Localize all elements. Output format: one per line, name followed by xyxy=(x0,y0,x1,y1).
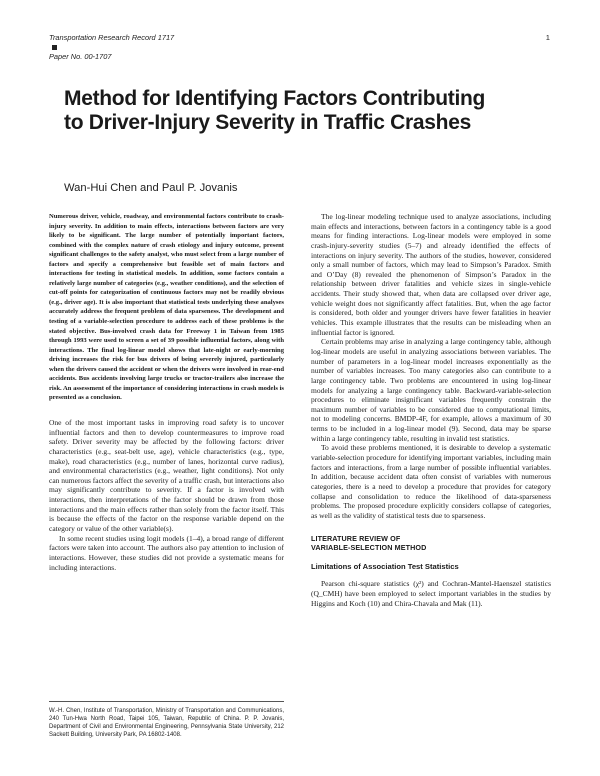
body-paragraph: Pearson chi-square statistics (χ²) and Cochran-Mantel-Haenszel statistics (Q_CMH) have been employed to select important variables in the studies by Higgins and Koch (10) and Chira-Chavala and Mak (11). xyxy=(311,579,551,608)
introduction xyxy=(49,418,284,572)
right-column xyxy=(311,212,551,608)
author-affiliations-footnote xyxy=(49,701,284,739)
body-paragraph: Certain problems may arise in analyzing a large contingency table, although log-linear models are useful in analyzing associations between variables. The number of parameters in a log-linear model increases exponentially as the number of variables increases. Too many categories also can contribute to a large contingency table. Two problems are encountered in using log-linear models for analyzing a large contingency table. Backward-variable-selection procedures to eliminate insignificant variables frequently constrain the maximum number of variables to be considered due to computational limits, not to modeling concerns. BMDP-4F, for example, allows a maximum of 30 terms to be included in a log-linear model (9). Second, data may be sparse within a large contingency table, resulting in invalid test statistics. xyxy=(311,337,551,443)
running-head xyxy=(49,33,550,62)
abstract: Numerous driver, vehicle, roadway, and environmental factors contribute to crash-injury severity. In addition to main effects, interactions between factors are very likely to be significant. The large number of potentially important factors, combined with the complex nature of crash etiology and injury outcome, present significant challenges to the safety analyst, who must select from a large number of factors and specify a comprehensive but feasible set of main factors and interactions for testing in statistical models. In addition, some factors contain a relatively large number of categories (e.g., weather conditions), and the selection of cut-off points for categorization of continuous factors may not be readily obvious (e.g., driver age). It is also important that statistical tests underlying these analyses accurately address the frequent problem of data sparseness. The development and testing of a variable-selection procedure to address each of these problems is the stated objective. Bus-involved crash data for Freeway 1 in Taiwan from 1985 through 1993 were used to screen a set of 39 possible influential factors, along with interactions. The final log-linear model shows that late-night or early-morning driving increases the risk for bus drivers of being severely injured, particularly when the drivers caused the accident or when the drivers were involved in rear-end accidents. Bus accidents involving large trucks or tractor-trailers also increase the risk. An assessment of the importance of considering interactions in crash models is presented as a conclusion. xyxy=(49,213,284,402)
section-heading: LITERATURE REVIEW OF VARIABLE-SELECTION METHOD xyxy=(311,533,427,552)
left-column xyxy=(49,212,284,572)
body-paragraph: To avoid these problems mentioned, it is desirable to develop a systematic variable-selection procedure for identifying important variables, including main factors and interactions, from a large number of possible influential variables. In addition, because accident data often consist of variables with numerous categories, there is a need to develop a procedure that provides for category collapse and consolidation to reduce the likelihood of data-sparseness problems. The proposed procedure explicitly considers collapse of categories, as well as the validity of statistical tests due to sparseness. xyxy=(311,443,551,520)
journal-name: Transportation Research Record 1717 xyxy=(49,33,175,42)
intro-paragraph: One of the most important tasks in improving road safety is to uncover influential factors and then to develop countermeasures to improve road safety. Driver severity may be affected by the following factors: driver characteristics (e.g., seat-belt use, age), vehicle characteristics (e.g., type, make), road characteristics (e.g., number of lanes, horizontal curve radius), and environmental characteristics (e.g., weather, light conditions). Not only can numerous factors affect the severity of a traffic crash, but interactions also may significantly contribute to severity. If a factor is involved with interactions, then interpretations of the factor should be drawn from those interactions and the main effects rather than solely from the factor itself. This is because the effects of the factor on the response variable depend on the category or value of the other variable(s). xyxy=(49,417,284,533)
paper-number: Paper No. 00-1707 xyxy=(49,52,112,61)
footnote-text: W.-H. Chen, Institute of Transportation, Ministry of Transportation and Communications, 240 Tun-Hwa North Road, Taipei 105, Taiwan, Republic of China. P. P. Jovanis, Department of Civil and Environmental Engineering, Pennsylvania State University, 212 Sackett Building, University Park, PA 16802-1408. xyxy=(49,708,284,738)
paper-title: Method for Identifying Factors Contributing to Driver-Injury Severity in Traffic Crashes xyxy=(64,87,486,134)
page-number: 1 xyxy=(545,33,550,42)
authors: Wan-Hui Chen and Paul P. Jovanis xyxy=(64,182,238,194)
subsection-heading: Limitations of Association Test Statistics xyxy=(311,561,459,571)
body-paragraph: The log-linear modeling technique used to analyze associations, including main effects and interactions, between factors in a contingency table is a good means for finding interactions. Log-linear models were employed in some crash-injury-severity studies (5–7) and already identified the effects of interactions on injury severity. The authors of the studies, however, considered only a small number of factors, which may lead to Simpson’s Paradox. Smith and O’Day (8) revealed the phenomenon of Simpson’s Paradox in the relationship between driver fatalities and vehicle sizes in single-vehicle accidents. Their study showed that, when data are collapsed over driver age, vehicle weight does not significantly affect fatalities. But, when the age factor is considered, both older and younger drivers have fewer fatalities in heavier vehicles. This example illustrates that the results can be misleading when an influential factor is ignored. xyxy=(311,212,551,337)
intro-paragraph: In some recent studies using logit models (1–4), a broad range of different factors were taken into account. The authors also pay attention to inclusion of interactions. However, these studies did not provide a systematic means for including interactions. xyxy=(49,533,284,572)
square-bullet-icon xyxy=(52,45,57,50)
